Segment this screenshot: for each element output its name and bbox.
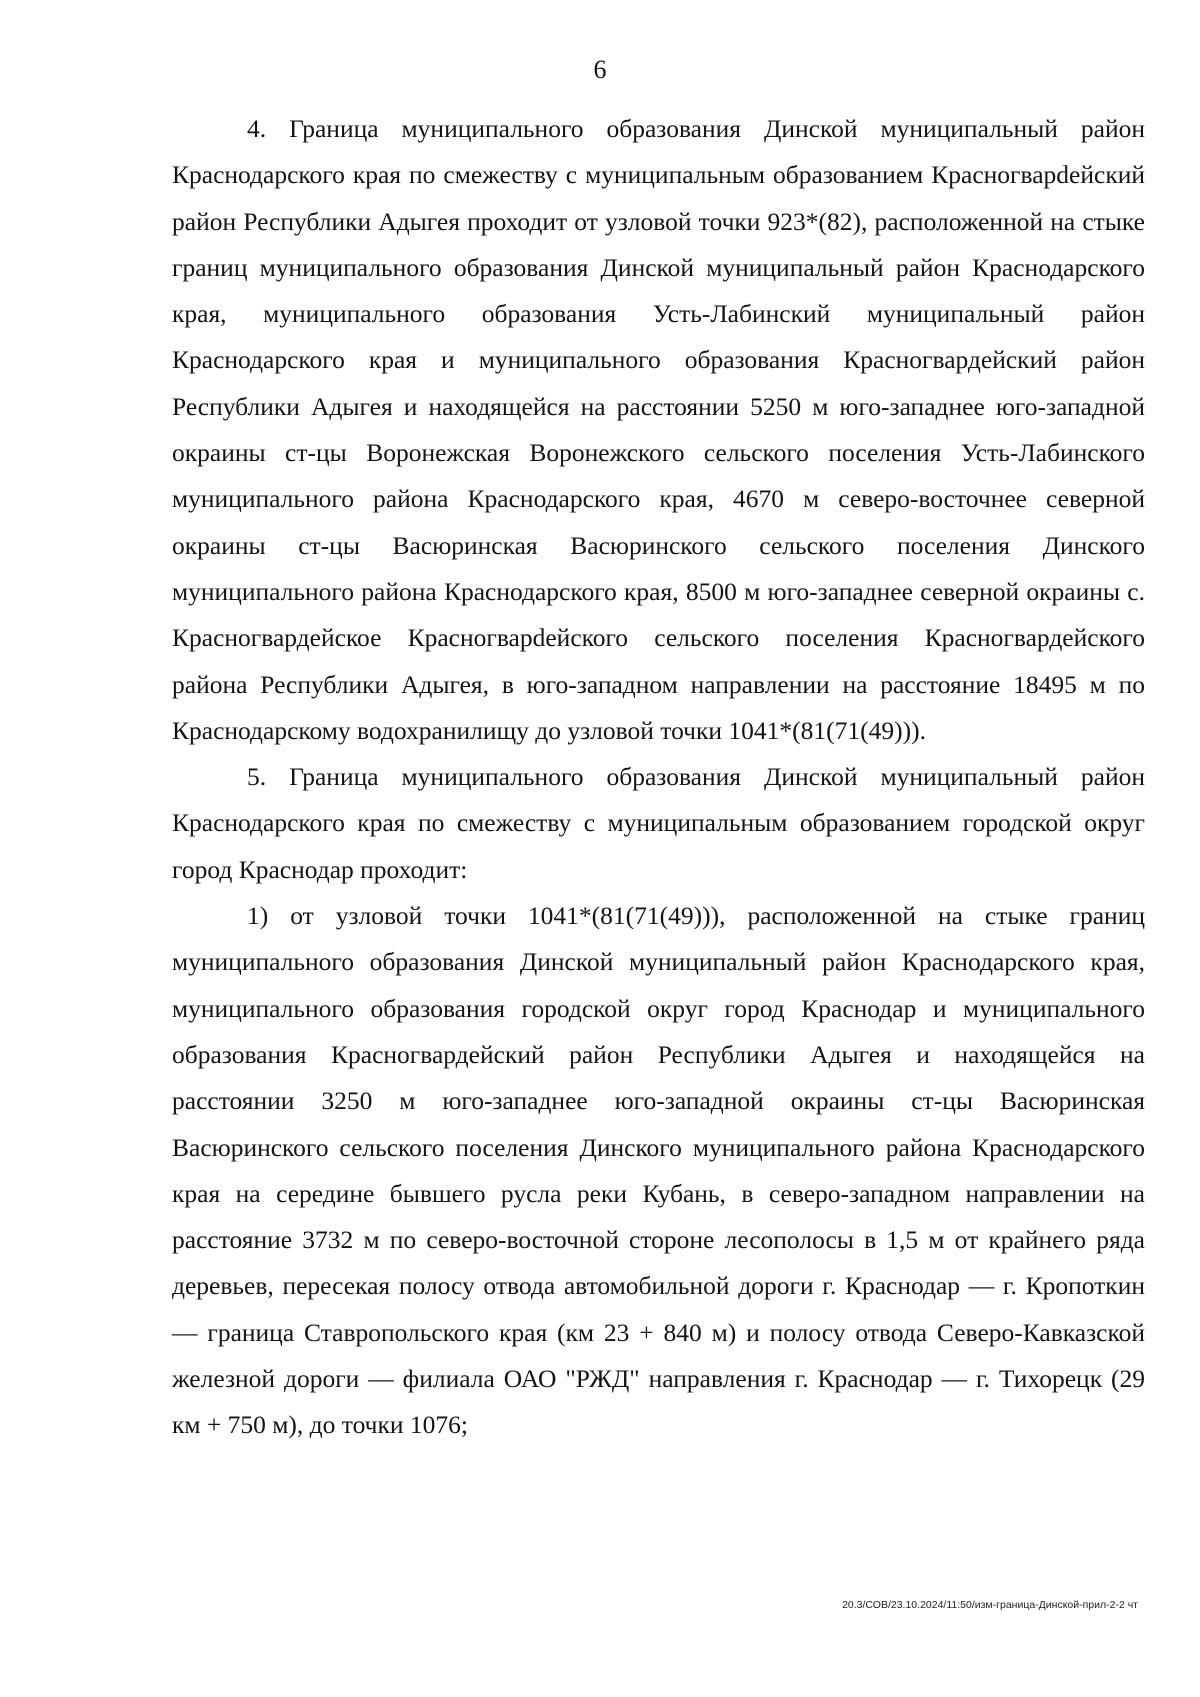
- paragraph-section-4: 4. Граница муниципального образования Динской муниципальный район Краснодарского края по смежеству с муниципальным образованием Красногварdейский район Республики Адыгея проходит от узловой точки 923*(82), расположенной на стыке границ муниципального образования Динской муниципальный район Краснодарского края, муниципального образования Усть-Лабинский муниципальный район Краснодарского края и муниципального образования Красногвардейский район Республики Адыгея и находящейся на расстоянии 5250 м юго-западнее юго-западной окраины ст-цы Воронежская Воронежского сельского поселения Усть-Лабинского муниципального района Краснодарского края, 4670 м северо-восточнее северной окраины ст-цы Васюринская Васюринского сельского поселения Динского муниципального района Краснодарского края, 8500 м юго-западнее северной окраины с. Красногвардейское Красногварdейского сельского поселения Красногвардейского района Республики Адыгея, в юго-западном направлении на расстояние 18495 м по Краснодарскому водохранилищу до узловой точки 1041*(81(71(49))).: [172, 114, 1145, 745]
- document-body: [172, 106, 1145, 1449]
- paragraph-section-5: 5. Граница муниципального образования Динской муниципальный район Краснодарского края по смежеству с муниципальным образованием городской округ город Краснодар проходит:: [172, 762, 1145, 884]
- page-number: 6: [593, 55, 607, 84]
- document-footer-id: 20.3/СОВ/23.10.2024/11:50/изм-граница-Динской-прил-2-2 чт: [842, 1599, 1138, 1611]
- paragraph-item-1: 1) от узловой точки 1041*(81(71(49))), расположенной на стыке границ муниципального образования Динской муниципальный район Краснодарского края, муниципального образования городской округ город Краснодар и муниципального образования Красногвардейский район Республики Адыгея и находящейся на расстоянии 3250 м юго-западнее юго-западной окраины ст-цы Васюринская Васюринского сельского поселения Динского муниципального района Краснодарского края на середине бывшего русла реки Кубань, в северо-западном направлении на расстояние 3732 м по северо-восточной стороне лесополосы в 1,5 м от крайнего ряда деревьев, пересекая полосу отвода автомобильной дороги г. Краснодар — г. Кропоткин — граница Ставропольского края (км 23 + 840 м) и полосу отвода Северо-Кавказской железной дороги — филиала ОАО "РЖД" направления г. Краснодар — г. Тихорецк (29 км + 750 м), до точки 1076;: [172, 901, 1145, 1440]
